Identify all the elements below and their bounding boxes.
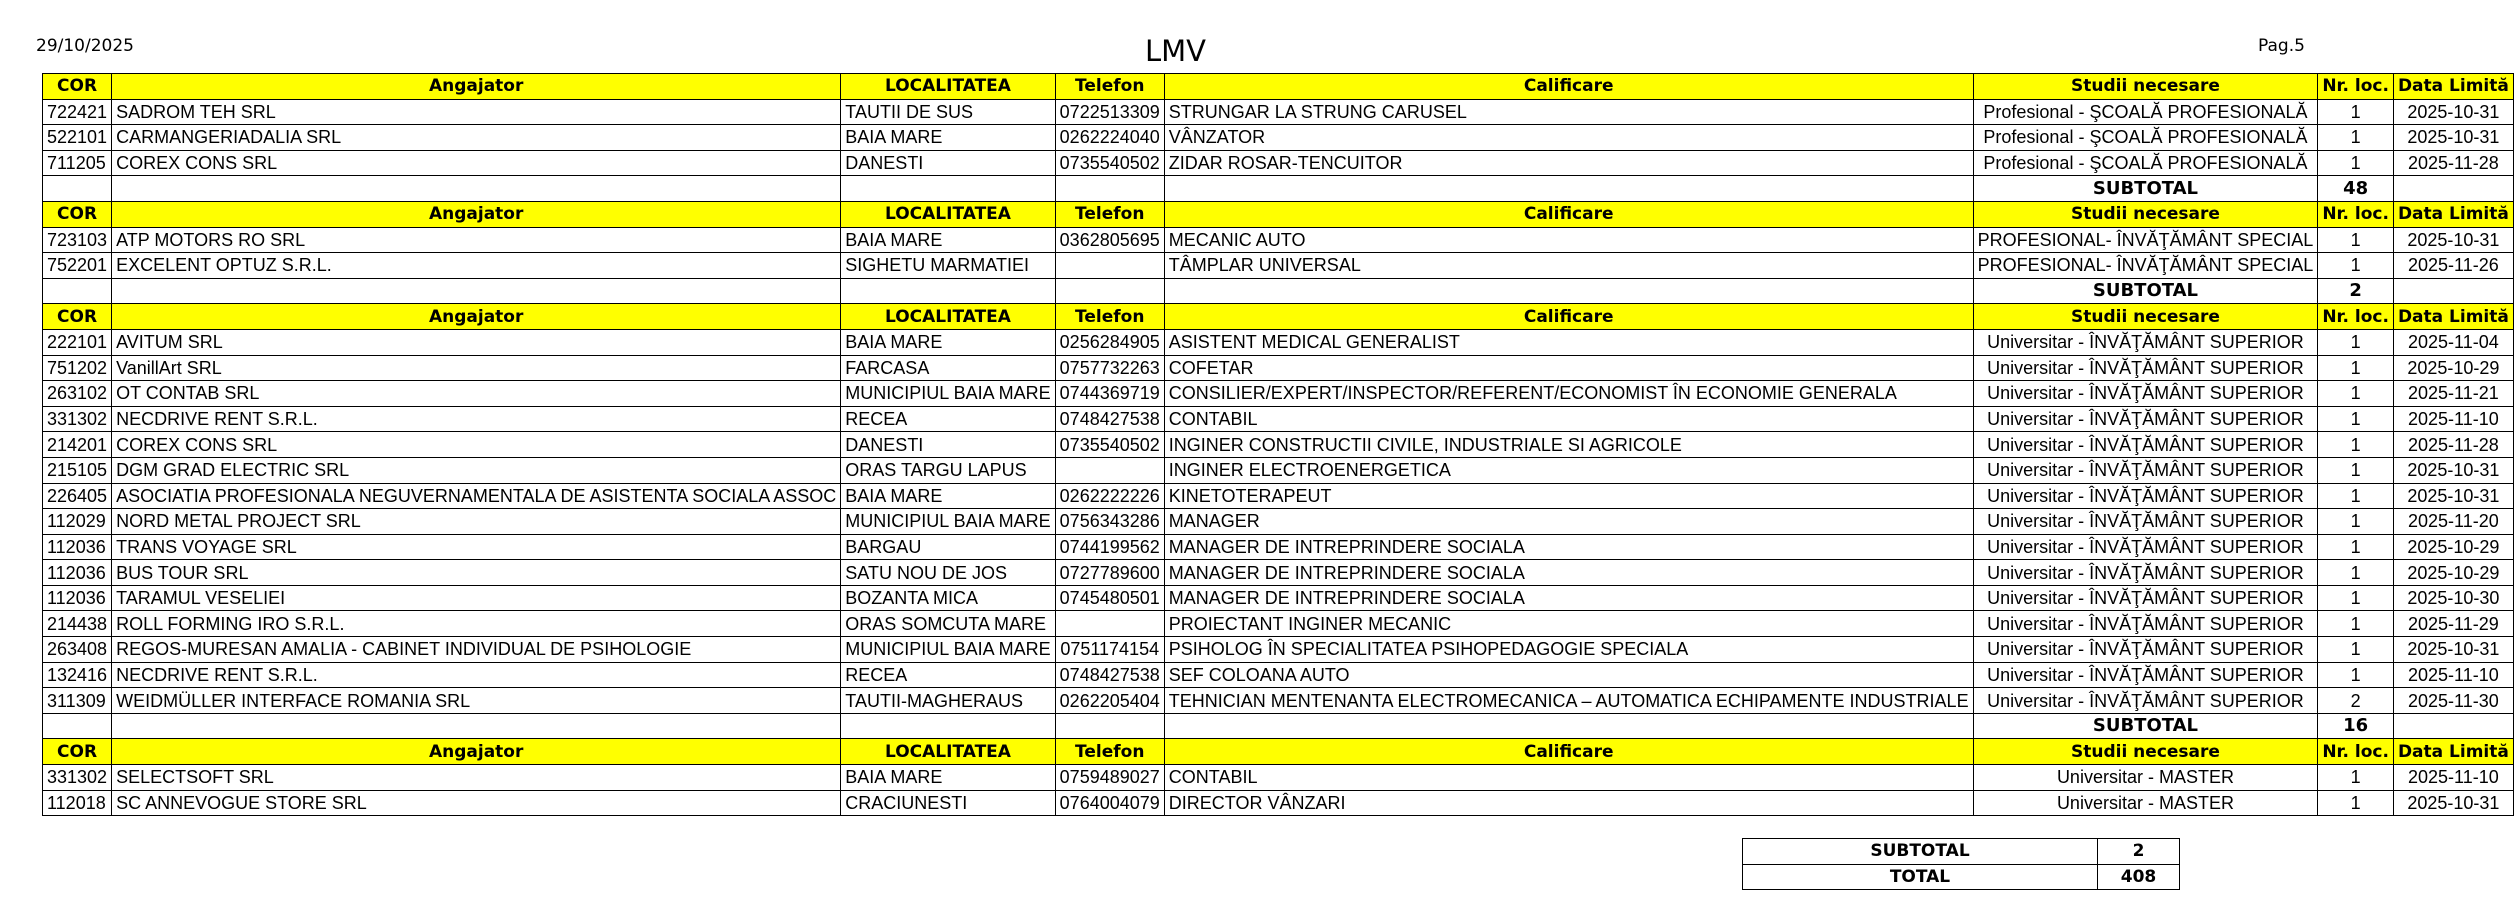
- header-calificare: Calificare: [1164, 201, 1973, 227]
- header-nrloc: Nr. loc.: [2318, 739, 2394, 765]
- column-header-row: [43, 201, 2514, 227]
- cell-calificare: MANAGER DE INTREPRINDERE SOCIALA: [1164, 585, 1973, 611]
- cell-cor: 222101: [43, 329, 112, 355]
- table-row: [43, 253, 2514, 279]
- table-row: [43, 150, 2514, 176]
- table-row: [43, 329, 2514, 355]
- cell-studii: Universitar - ÎNVĂŢĂMÂNT SUPERIOR: [1973, 406, 2318, 432]
- cell-cor: 226405: [43, 483, 112, 509]
- cell-studii: Universitar - MASTER: [1973, 765, 2318, 791]
- cell-localitatea: TAUTII DE SUS: [841, 99, 1055, 125]
- cell-angajator: REGOS-MURESAN AMALIA - CABINET INDIVIDUAL DE PSIHOLOGIE: [112, 637, 841, 663]
- cell-studii: Universitar - ÎNVĂŢĂMÂNT SUPERIOR: [1973, 355, 2318, 381]
- subtotal-label: SUBTOTAL: [1743, 839, 2098, 865]
- cell-nrloc: 1: [2318, 99, 2394, 125]
- cell-localitatea: BAIA MARE: [841, 765, 1055, 791]
- cell-telefon: 0757732263: [1055, 355, 1164, 381]
- table-row: [43, 585, 2514, 611]
- table-row: [43, 125, 2514, 151]
- cell-calificare: MANAGER DE INTREPRINDERE SOCIALA: [1164, 534, 1973, 560]
- empty-cell: [2393, 278, 2513, 304]
- subtotal-value: 48: [2318, 176, 2394, 202]
- header-calificare: Calificare: [1164, 739, 1973, 765]
- header-telefon: Telefon: [1055, 201, 1164, 227]
- cell-telefon: 0262224040: [1055, 125, 1164, 151]
- cell-localitatea: MUNICIPIUL BAIA MARE: [841, 509, 1055, 535]
- subtotal-label: SUBTOTAL: [1973, 278, 2318, 304]
- table-row: [43, 432, 2514, 458]
- header-data: Data Limită: [2393, 74, 2513, 100]
- cell-cor: 711205: [43, 150, 112, 176]
- cell-studii: Universitar - ÎNVĂŢĂMÂNT SUPERIOR: [1973, 560, 2318, 586]
- header-studii: Studii necesare: [1973, 74, 2318, 100]
- header-telefon: Telefon: [1055, 304, 1164, 330]
- cell-localitatea: MUNICIPIUL BAIA MARE: [841, 637, 1055, 663]
- cell-localitatea: BAIA MARE: [841, 483, 1055, 509]
- totals-table: [1742, 838, 2180, 890]
- subtotal-label: SUBTOTAL: [1973, 713, 2318, 739]
- empty-cell: [1055, 176, 1164, 202]
- cell-telefon: 0751174154: [1055, 637, 1164, 663]
- table-row: [43, 227, 2514, 253]
- cell-telefon: [1055, 457, 1164, 483]
- cell-telefon: 0722513309: [1055, 99, 1164, 125]
- cell-studii: Universitar - ÎNVĂŢĂMÂNT SUPERIOR: [1973, 688, 2318, 714]
- header-studii: Studii necesare: [1973, 739, 2318, 765]
- header-cor: COR: [43, 739, 112, 765]
- cell-nrloc: 1: [2318, 790, 2394, 816]
- header-studii: Studii necesare: [1973, 304, 2318, 330]
- cell-calificare: ZIDAR ROSAR-TENCUITOR: [1164, 150, 1973, 176]
- cell-angajator: NECDRIVE RENT S.R.L.: [112, 662, 841, 688]
- cell-studii: Universitar - ÎNVĂŢĂMÂNT SUPERIOR: [1973, 381, 2318, 407]
- cell-cor: 263408: [43, 637, 112, 663]
- cell-studii: Profesional - ŞCOALĂ PROFESIONALĂ: [1973, 125, 2318, 151]
- table-row: [43, 355, 2514, 381]
- header-angajator: Angajator: [112, 304, 841, 330]
- cell-angajator: VanillArt SRL: [112, 355, 841, 381]
- cell-nrloc: 1: [2318, 150, 2394, 176]
- cell-cor: 112036: [43, 560, 112, 586]
- header-studii: Studii necesare: [1973, 201, 2318, 227]
- table-row: [43, 765, 2514, 791]
- empty-cell: [841, 278, 1055, 304]
- cell-angajator: CARMANGERIADALIA SRL: [112, 125, 841, 151]
- page-number: Pag.5: [2258, 36, 2305, 56]
- cell-angajator: COREX CONS SRL: [112, 432, 841, 458]
- empty-cell: [2393, 176, 2513, 202]
- table-row: [43, 611, 2514, 637]
- cell-calificare: INGINER ELECTROENERGETICA: [1164, 457, 1973, 483]
- empty-cell: [43, 278, 112, 304]
- cell-studii: Profesional - ŞCOALĂ PROFESIONALĂ: [1973, 150, 2318, 176]
- cell-calificare: PROIECTANT INGINER MECANIC: [1164, 611, 1973, 637]
- cell-calificare: INGINER CONSTRUCTII CIVILE, INDUSTRIALE SI AGRICOLE: [1164, 432, 1973, 458]
- cell-localitatea: RECEA: [841, 662, 1055, 688]
- cell-localitatea: DANESTI: [841, 432, 1055, 458]
- cell-calificare: KINETOTERAPEUT: [1164, 483, 1973, 509]
- column-header-row: [43, 739, 2514, 765]
- subtotal-row: [43, 176, 2514, 202]
- cell-nrloc: 1: [2318, 765, 2394, 791]
- header-localitatea: LOCALITATEA: [841, 201, 1055, 227]
- cell-studii: Universitar - ÎNVĂŢĂMÂNT SUPERIOR: [1973, 432, 2318, 458]
- subtotal-value: 2: [2098, 839, 2180, 865]
- cell-nrloc: 1: [2318, 637, 2394, 663]
- cell-studii: PROFESIONAL- ÎNVĂŢĂMÂNT SPECIAL: [1973, 253, 2318, 279]
- cell-telefon: [1055, 253, 1164, 279]
- empty-cell: [1164, 176, 1973, 202]
- cell-localitatea: BOZANTA MICA: [841, 585, 1055, 611]
- cell-data: 2025-10-31: [2393, 227, 2513, 253]
- cell-localitatea: CRACIUNESTI: [841, 790, 1055, 816]
- cell-studii: Universitar - ÎNVĂŢĂMÂNT SUPERIOR: [1973, 483, 2318, 509]
- cell-nrloc: 1: [2318, 560, 2394, 586]
- cell-localitatea: ORAS TARGU LAPUS: [841, 457, 1055, 483]
- cell-localitatea: SIGHETU MARMATIEI: [841, 253, 1055, 279]
- cell-localitatea: DANESTI: [841, 150, 1055, 176]
- cell-data: 2025-10-31: [2393, 99, 2513, 125]
- cell-telefon: 0748427538: [1055, 406, 1164, 432]
- cell-telefon: 0745480501: [1055, 585, 1164, 611]
- cell-cor: 723103: [43, 227, 112, 253]
- table-row: [43, 99, 2514, 125]
- cell-cor: 263102: [43, 381, 112, 407]
- column-header-row: [43, 74, 2514, 100]
- empty-cell: [43, 713, 112, 739]
- cell-calificare: TÂMPLAR UNIVERSAL: [1164, 253, 1973, 279]
- cell-nrloc: 1: [2318, 509, 2394, 535]
- cell-data: 2025-11-21: [2393, 381, 2513, 407]
- table-row: [43, 560, 2514, 586]
- cell-calificare: ASISTENT MEDICAL GENERALIST: [1164, 329, 1973, 355]
- cell-cor: 311309: [43, 688, 112, 714]
- cell-data: 2025-11-20: [2393, 509, 2513, 535]
- cell-nrloc: 1: [2318, 457, 2394, 483]
- cell-localitatea: RECEA: [841, 406, 1055, 432]
- cell-angajator: ATP MOTORS RO SRL: [112, 227, 841, 253]
- header-angajator: Angajator: [112, 74, 841, 100]
- cell-angajator: TRANS VOYAGE SRL: [112, 534, 841, 560]
- header-telefon: Telefon: [1055, 739, 1164, 765]
- cell-nrloc: 1: [2318, 381, 2394, 407]
- cell-telefon: 0735540502: [1055, 150, 1164, 176]
- cell-nrloc: 2: [2318, 688, 2394, 714]
- cell-nrloc: 1: [2318, 329, 2394, 355]
- cell-nrloc: 1: [2318, 611, 2394, 637]
- cell-angajator: COREX CONS SRL: [112, 150, 841, 176]
- cell-angajator: EXCELENT OPTUZ S.R.L.: [112, 253, 841, 279]
- cell-localitatea: MUNICIPIUL BAIA MARE: [841, 381, 1055, 407]
- cell-data: 2025-10-31: [2393, 483, 2513, 509]
- cell-cor: 522101: [43, 125, 112, 151]
- cell-localitatea: ORAS SOMCUTA MARE: [841, 611, 1055, 637]
- header-data: Data Limită: [2393, 739, 2513, 765]
- cell-angajator: SC ANNEVOGUE STORE SRL: [112, 790, 841, 816]
- cell-angajator: DGM GRAD ELECTRIC SRL: [112, 457, 841, 483]
- table-row: [43, 457, 2514, 483]
- header-angajator: Angajator: [112, 201, 841, 227]
- cell-nrloc: 1: [2318, 585, 2394, 611]
- cell-data: 2025-11-10: [2393, 662, 2513, 688]
- cell-angajator: NORD METAL PROJECT SRL: [112, 509, 841, 535]
- table-row: [43, 688, 2514, 714]
- cell-data: 2025-10-31: [2393, 790, 2513, 816]
- total-row: [1743, 864, 2180, 890]
- empty-cell: [2393, 713, 2513, 739]
- cell-studii: Universitar - ÎNVĂŢĂMÂNT SUPERIOR: [1973, 662, 2318, 688]
- cell-angajator: ASOCIATIA PROFESIONALA NEGUVERNAMENTALA DE ASISTENTA SOCIALA ASSOC: [112, 483, 841, 509]
- header-nrloc: Nr. loc.: [2318, 201, 2394, 227]
- empty-cell: [1164, 713, 1973, 739]
- total-label: TOTAL: [1743, 864, 2098, 890]
- cell-studii: Universitar - MASTER: [1973, 790, 2318, 816]
- cell-localitatea: FARCASA: [841, 355, 1055, 381]
- cell-data: 2025-11-10: [2393, 406, 2513, 432]
- cell-localitatea: BAIA MARE: [841, 125, 1055, 151]
- cell-angajator: SADROM TEH SRL: [112, 99, 841, 125]
- cell-angajator: ROLL FORMING IRO S.R.L.: [112, 611, 841, 637]
- cell-cor: 752201: [43, 253, 112, 279]
- cell-cor: 214201: [43, 432, 112, 458]
- subtotal-row: [43, 278, 2514, 304]
- cell-telefon: 0256284905: [1055, 329, 1164, 355]
- subtotal-value: 2: [2318, 278, 2394, 304]
- cell-data: 2025-10-29: [2393, 560, 2513, 586]
- cell-angajator: OT CONTAB SRL: [112, 381, 841, 407]
- table-row: [43, 790, 2514, 816]
- cell-telefon: 0262205404: [1055, 688, 1164, 714]
- cell-cor: 751202: [43, 355, 112, 381]
- cell-data: 2025-11-29: [2393, 611, 2513, 637]
- cell-calificare: STRUNGAR LA STRUNG CARUSEL: [1164, 99, 1973, 125]
- cell-telefon: 0727789600: [1055, 560, 1164, 586]
- report-title: LMV: [1145, 34, 1207, 68]
- cell-localitatea: BARGAU: [841, 534, 1055, 560]
- cell-data: 2025-11-28: [2393, 150, 2513, 176]
- cell-data: 2025-10-29: [2393, 355, 2513, 381]
- header-calificare: Calificare: [1164, 74, 1973, 100]
- cell-angajator: AVITUM SRL: [112, 329, 841, 355]
- cell-studii: PROFESIONAL- ÎNVĂŢĂMÂNT SPECIAL: [1973, 227, 2318, 253]
- table-row: [43, 406, 2514, 432]
- empty-cell: [1055, 278, 1164, 304]
- cell-calificare: COFETAR: [1164, 355, 1973, 381]
- cell-telefon: 0764004079: [1055, 790, 1164, 816]
- cell-cor: 112029: [43, 509, 112, 535]
- cell-angajator: NECDRIVE RENT S.R.L.: [112, 406, 841, 432]
- subtotal-row: [43, 713, 2514, 739]
- cell-nrloc: 1: [2318, 355, 2394, 381]
- cell-nrloc: 1: [2318, 483, 2394, 509]
- cell-calificare: VÂNZATOR: [1164, 125, 1973, 151]
- cell-studii: Universitar - ÎNVĂŢĂMÂNT SUPERIOR: [1973, 611, 2318, 637]
- header-calificare: Calificare: [1164, 304, 1973, 330]
- cell-angajator: TARAMUL VESELIEI: [112, 585, 841, 611]
- cell-angajator: BUS TOUR SRL: [112, 560, 841, 586]
- cell-cor: 722421: [43, 99, 112, 125]
- cell-telefon: 0759489027: [1055, 765, 1164, 791]
- empty-cell: [1055, 713, 1164, 739]
- cell-data: 2025-10-31: [2393, 125, 2513, 151]
- cell-localitatea: SATU NOU DE JOS: [841, 560, 1055, 586]
- cell-telefon: 0362805695: [1055, 227, 1164, 253]
- table-row: [43, 637, 2514, 663]
- cell-calificare: PSIHOLOG ÎN SPECIALITATEA PSIHOPEDAGOGIE SPECIALA: [1164, 637, 1973, 663]
- cell-studii: Universitar - ÎNVĂŢĂMÂNT SUPERIOR: [1973, 585, 2318, 611]
- header-cor: COR: [43, 74, 112, 100]
- cell-data: 2025-10-31: [2393, 457, 2513, 483]
- cell-cor: 331302: [43, 765, 112, 791]
- empty-cell: [841, 176, 1055, 202]
- cell-localitatea: TAUTII-MAGHERAUS: [841, 688, 1055, 714]
- cell-studii: Universitar - ÎNVĂŢĂMÂNT SUPERIOR: [1973, 534, 2318, 560]
- header-angajator: Angajator: [112, 739, 841, 765]
- cell-nrloc: 1: [2318, 227, 2394, 253]
- empty-cell: [112, 176, 841, 202]
- cell-telefon: 0744199562: [1055, 534, 1164, 560]
- cell-telefon: 0744369719: [1055, 381, 1164, 407]
- cell-cor: 215105: [43, 457, 112, 483]
- cell-studii: Profesional - ŞCOALĂ PROFESIONALĂ: [1973, 99, 2318, 125]
- header-localitatea: LOCALITATEA: [841, 304, 1055, 330]
- header-nrloc: Nr. loc.: [2318, 304, 2394, 330]
- cell-cor: 214438: [43, 611, 112, 637]
- cell-calificare: SEF COLOANA AUTO: [1164, 662, 1973, 688]
- cell-data: 2025-10-31: [2393, 637, 2513, 663]
- header-telefon: Telefon: [1055, 74, 1164, 100]
- cell-nrloc: 1: [2318, 125, 2394, 151]
- table-row: [43, 534, 2514, 560]
- header-nrloc: Nr. loc.: [2318, 74, 2394, 100]
- empty-cell: [112, 278, 841, 304]
- cell-calificare: CONTABIL: [1164, 406, 1973, 432]
- table-row: [43, 381, 2514, 407]
- table-row: [43, 509, 2514, 535]
- empty-cell: [1164, 278, 1973, 304]
- report-date: 29/10/2025: [36, 36, 134, 56]
- subtotal-value: 16: [2318, 713, 2394, 739]
- final-subtotal-row: [1743, 839, 2180, 865]
- cell-calificare: TEHNICIAN MENTENANTA ELECTROMECANICA – AUTOMATICA ECHIPAMENTE INDUSTRIALE: [1164, 688, 1973, 714]
- cell-telefon: 0262222226: [1055, 483, 1164, 509]
- cell-localitatea: BAIA MARE: [841, 329, 1055, 355]
- cell-nrloc: 1: [2318, 253, 2394, 279]
- cell-calificare: DIRECTOR VÂNZARI: [1164, 790, 1973, 816]
- cell-data: 2025-11-30: [2393, 688, 2513, 714]
- cell-cor: 112036: [43, 585, 112, 611]
- cell-telefon: [1055, 611, 1164, 637]
- jobs-table: [42, 73, 2514, 816]
- cell-cor: 112036: [43, 534, 112, 560]
- cell-data: 2025-11-26: [2393, 253, 2513, 279]
- header-data: Data Limită: [2393, 201, 2513, 227]
- cell-studii: Universitar - ÎNVĂŢĂMÂNT SUPERIOR: [1973, 637, 2318, 663]
- column-header-row: [43, 304, 2514, 330]
- subtotal-label: SUBTOTAL: [1973, 176, 2318, 202]
- cell-data: 2025-11-04: [2393, 329, 2513, 355]
- table-row: [43, 483, 2514, 509]
- cell-telefon: 0756343286: [1055, 509, 1164, 535]
- cell-studii: Universitar - ÎNVĂŢĂMÂNT SUPERIOR: [1973, 509, 2318, 535]
- cell-calificare: MANAGER: [1164, 509, 1973, 535]
- cell-angajator: WEIDMÜLLER INTERFACE ROMANIA SRL: [112, 688, 841, 714]
- cell-nrloc: 1: [2318, 534, 2394, 560]
- cell-data: 2025-11-28: [2393, 432, 2513, 458]
- header-localitatea: LOCALITATEA: [841, 74, 1055, 100]
- cell-nrloc: 1: [2318, 406, 2394, 432]
- cell-cor: 331302: [43, 406, 112, 432]
- cell-studii: Universitar - ÎNVĂŢĂMÂNT SUPERIOR: [1973, 329, 2318, 355]
- cell-calificare: MANAGER DE INTREPRINDERE SOCIALA: [1164, 560, 1973, 586]
- cell-nrloc: 1: [2318, 662, 2394, 688]
- header-localitatea: LOCALITATEA: [841, 739, 1055, 765]
- cell-calificare: MECANIC AUTO: [1164, 227, 1973, 253]
- header-cor: COR: [43, 201, 112, 227]
- cell-nrloc: 1: [2318, 432, 2394, 458]
- cell-telefon: 0748427538: [1055, 662, 1164, 688]
- cell-data: 2025-10-30: [2393, 585, 2513, 611]
- cell-cor: 112018: [43, 790, 112, 816]
- header-data: Data Limită: [2393, 304, 2513, 330]
- cell-data: 2025-11-10: [2393, 765, 2513, 791]
- table-row: [43, 662, 2514, 688]
- cell-telefon: 0735540502: [1055, 432, 1164, 458]
- total-value: 408: [2098, 864, 2180, 890]
- cell-cor: 132416: [43, 662, 112, 688]
- cell-studii: Universitar - ÎNVĂŢĂMÂNT SUPERIOR: [1973, 457, 2318, 483]
- cell-angajator: SELECTSOFT SRL: [112, 765, 841, 791]
- cell-calificare: CONSILIER/EXPERT/INSPECTOR/REFERENT/ECONOMIST ÎN ECONOMIE GENERALA: [1164, 381, 1973, 407]
- cell-data: 2025-10-29: [2393, 534, 2513, 560]
- empty-cell: [841, 713, 1055, 739]
- cell-localitatea: BAIA MARE: [841, 227, 1055, 253]
- header-cor: COR: [43, 304, 112, 330]
- empty-cell: [43, 176, 112, 202]
- empty-cell: [112, 713, 841, 739]
- cell-calificare: CONTABIL: [1164, 765, 1973, 791]
